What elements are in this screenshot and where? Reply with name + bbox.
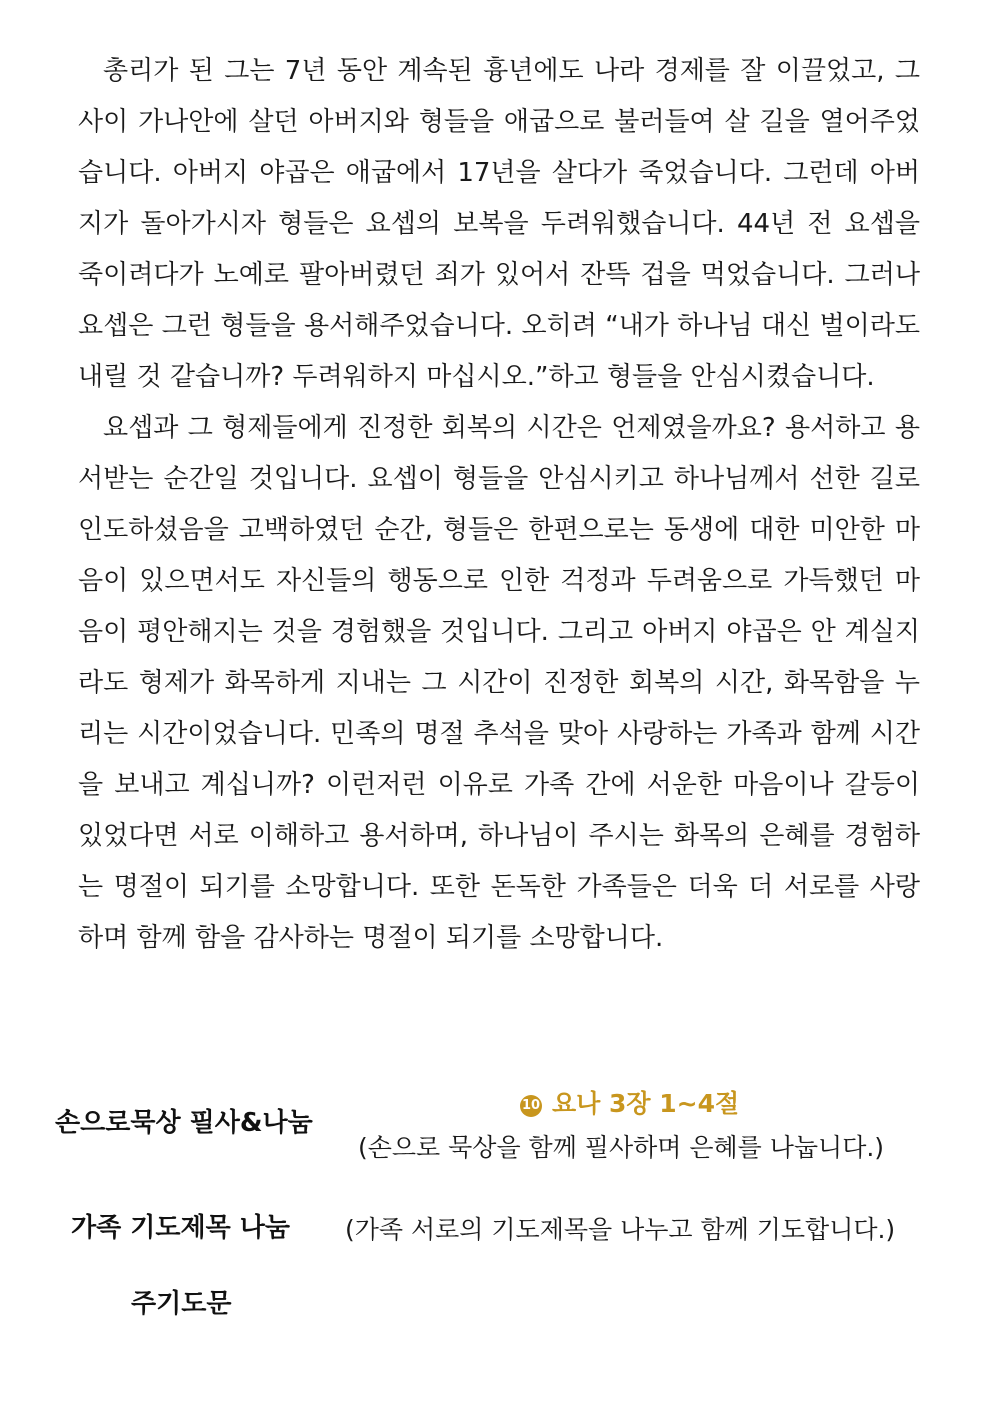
paragraph-joseph-forgiveness: 총리가 된 그는 7년 동안 계속된 흉년에도 나라 경제를 잘 이끌었고, 그 사이 가나안에 살던 아버지와 형들을 애굽으로 불러들여 살 길을 열어주었습니다. 아버지 야곱은 애굽에서 17년을 살다가 죽었습니다. 그런데 아버지가 돌아가시자 형들은 요셉의 보복을 두려워했습니다. 44년 전 요셉을 죽이려다가 노예로 팔아버렸던 죄가 있어서 잔뜩 겁을 먹었습니다. 그러나 요셉은 그런 형들을 용서해주었습니다. 오히려 “내가 하나님 대신 벌이라도 내릴 것 같습니까? 두려워하지 마십시오.”하고 형들을 안심시켰습니다. [78,56,920,392]
paragraph-restoration: 요셉과 그 형제들에게 진정한 회복의 시간은 언제였을까요? 용서하고 용서받는 순간일 것입니다. 요셉이 형들을 안심시키고 하나님께서 선한 길로 인도하셨음을 고백하였던 순간, 형들은 한편으로는 동생에 대한 미안한 마음이 있으면서도 자신들의 행동으로 인한 걱정과 두려움으로 가득했던 마음이 평안해지는 것을 경험했을 것입니다. 그리고 아버지 야곱은 안 계실지라도 형제가 화목하게 지내는 그 시간이 진정한 회복의 시간, 화목함을 누리는 시간이었습니다. 민족의 명절 추석을 맞아 사랑하는 가족과 함께 시간을 보내고 계십니까? 이런저런 이유로 가족 간에 서운한 마음이나 갈등이 있었다면 서로 이해하고 용서하며, 하나님이 주시는 화목의 은혜를 경험하는 명절이 되기를 소망합니다. 또한 돈독한 가족들은 더욱 더 서로를 사랑하며 함께 함을 감사하는 명절이 되기를 소망합니다. [78,413,920,953]
devotional-body [78,46,920,964]
prayer-topics-note: (가족 서로의 기도제목을 나누고 함께 기도합니다.) [345,1215,896,1244]
meditation-section-label: 손으로묵상 필사&나눔 [55,1108,313,1138]
prayer-topics-label: 가족 기도제목 나눔 [71,1213,291,1243]
verse-reference [520,1084,739,1120]
circled-number-icon: 10 [520,1095,542,1117]
meditation-note: (손으로 묵상을 함께 필사하며 은혜를 나눕니다.) [358,1133,885,1162]
verse-reference-text: 요나 3장 1~4절 [552,1089,740,1118]
lords-prayer-label: 주기도문 [131,1289,232,1319]
